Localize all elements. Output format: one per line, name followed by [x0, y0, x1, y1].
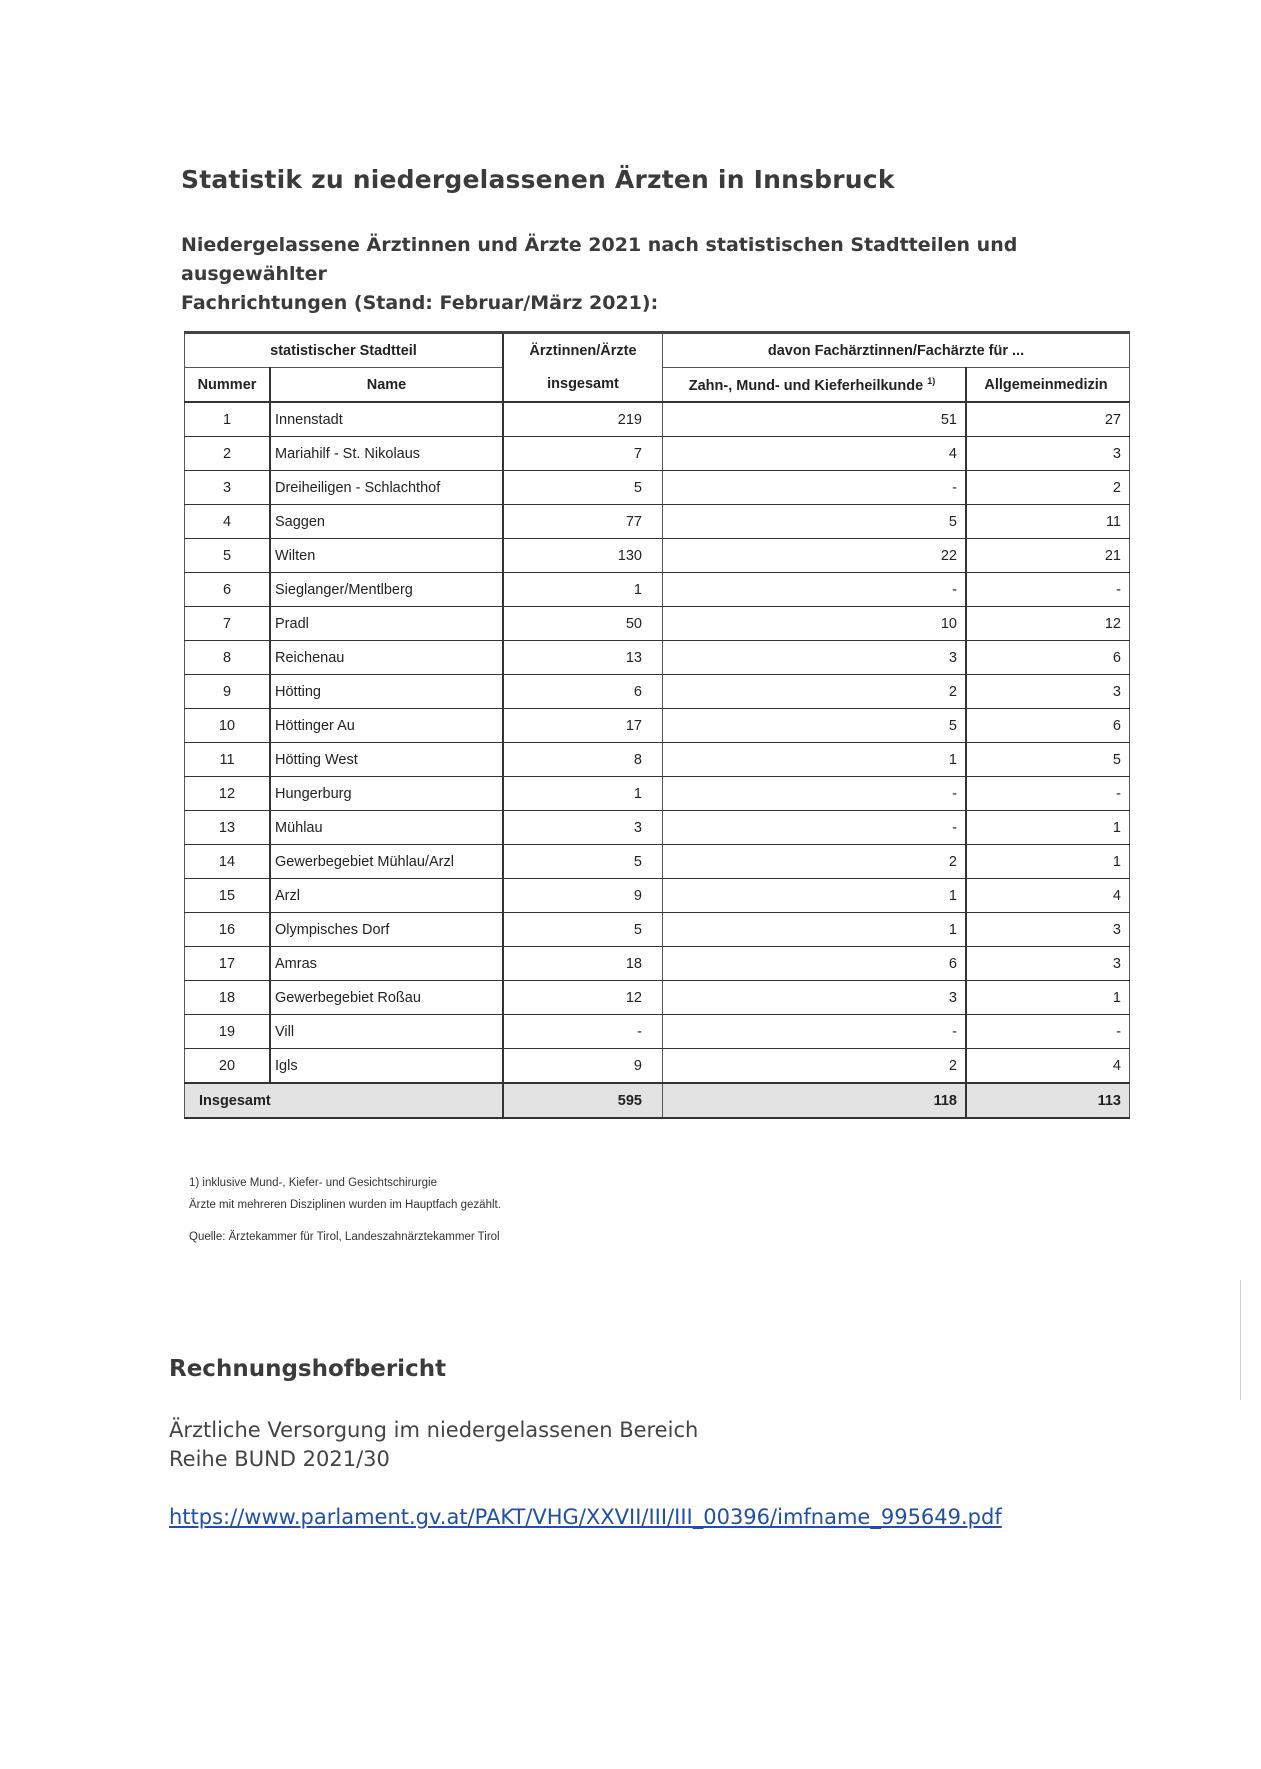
row-allgemein: 21	[966, 539, 1130, 573]
row-name: Höttinger Au	[270, 709, 503, 743]
table-row	[185, 675, 1130, 709]
row-name: Gewerbegebiet Roßau	[270, 981, 503, 1015]
row-zahn: 5	[663, 709, 967, 743]
row-name: Amras	[270, 947, 503, 981]
row-total: 12	[503, 981, 663, 1015]
row-number: 7	[185, 607, 271, 641]
row-total: 6	[503, 675, 663, 709]
row-number: 8	[185, 641, 271, 675]
row-name: Reichenau	[270, 641, 503, 675]
row-name: Innenstadt	[270, 402, 503, 437]
table-row	[185, 879, 1130, 913]
row-number: 9	[185, 675, 271, 709]
row-zahn: 3	[663, 641, 967, 675]
header-zahn-footnote: 1)	[927, 375, 936, 386]
row-number: 5	[185, 539, 271, 573]
row-zahn: 4	[663, 437, 967, 471]
row-total: 9	[503, 1049, 663, 1084]
table-row	[185, 913, 1130, 947]
row-allgemein: 12	[966, 607, 1130, 641]
total-allgemein: 113	[966, 1083, 1130, 1118]
row-zahn: 2	[663, 845, 967, 879]
row-zahn: -	[663, 777, 967, 811]
total-label: Insgesamt	[185, 1083, 504, 1118]
row-name: Gewerbegebiet Mühlau/Arzl	[270, 845, 503, 879]
row-total: 5	[503, 471, 663, 505]
row-total: 8	[503, 743, 663, 777]
row-number: 10	[185, 709, 271, 743]
page-title: Statistik zu niedergelassenen Ärzten in Innsbruck	[181, 165, 895, 194]
table-row	[185, 981, 1130, 1015]
row-name: Hungerburg	[270, 777, 503, 811]
row-allgemein: 1	[966, 811, 1130, 845]
row-total: 77	[503, 505, 663, 539]
row-name: Pradl	[270, 607, 503, 641]
row-number: 4	[185, 505, 271, 539]
row-allgemein: 6	[966, 709, 1130, 743]
row-zahn: 10	[663, 607, 967, 641]
subtitle-line-2: Fachrichtungen (Stand: Februar/März 2021):	[181, 292, 659, 314]
table-row	[185, 1049, 1130, 1084]
header-zahn-label: Zahn-, Mund- und Kieferheilkunde	[688, 377, 924, 394]
row-name: Hötting West	[270, 743, 503, 777]
row-number: 20	[185, 1049, 271, 1084]
row-zahn: 22	[663, 539, 967, 573]
table-row	[185, 539, 1130, 573]
row-name: Dreiheiligen - Schlachthof	[270, 471, 503, 505]
row-number: 11	[185, 743, 271, 777]
header-allgemein: Allgemeinmedizin	[966, 368, 1130, 403]
row-allgemein: 3	[966, 913, 1130, 947]
header-aerzte-bottom: insgesamt	[503, 368, 663, 403]
row-zahn: 3	[663, 981, 967, 1015]
row-zahn: 51	[663, 402, 967, 437]
row-name: Wilten	[270, 539, 503, 573]
report-link[interactable]: https://www.parlament.gv.at/PAKT/VHG/XXVII/III/III_00396/imfname_995649.pdf	[169, 1505, 1002, 1529]
row-total: 219	[503, 402, 663, 437]
row-allgemein: -	[966, 573, 1130, 607]
row-total: 13	[503, 641, 663, 675]
row-allgemein: 5	[966, 743, 1130, 777]
row-number: 2	[185, 437, 271, 471]
table-row	[185, 777, 1130, 811]
row-allgemein: 1	[966, 845, 1130, 879]
row-name: Saggen	[270, 505, 503, 539]
row-total: 3	[503, 811, 663, 845]
row-total: 9	[503, 879, 663, 913]
row-total: 7	[503, 437, 663, 471]
table-header-row-1	[185, 333, 1130, 368]
row-zahn: 1	[663, 879, 967, 913]
row-number: 12	[185, 777, 271, 811]
total-value: 595	[503, 1083, 663, 1118]
row-total: 130	[503, 539, 663, 573]
source-note: Quelle: Ärztekammer für Tirol, Landeszahnärztekammer Tirol	[189, 1231, 500, 1243]
row-allgemein: 1	[966, 981, 1130, 1015]
row-allgemein: 27	[966, 402, 1130, 437]
footnote-1: 1) inklusive Mund-, Kiefer- und Gesichtschirurgie	[189, 1177, 437, 1189]
row-allgemein: 4	[966, 1049, 1130, 1084]
row-name: Arzl	[270, 879, 503, 913]
table-row	[185, 402, 1130, 437]
table-row	[185, 607, 1130, 641]
header-zahn	[663, 368, 967, 403]
table-row	[185, 505, 1130, 539]
row-total: 5	[503, 913, 663, 947]
table-row	[185, 811, 1130, 845]
table-row	[185, 947, 1130, 981]
row-allgemein: 11	[966, 505, 1130, 539]
row-number: 3	[185, 471, 271, 505]
row-number: 19	[185, 1015, 271, 1049]
row-name: Hötting	[270, 675, 503, 709]
row-name: Mühlau	[270, 811, 503, 845]
subtitle-line-1: Niedergelassene Ärztinnen und Ärzte 2021 nach statistischen Stadtteilen und ausgewählter	[181, 234, 1018, 285]
row-number: 17	[185, 947, 271, 981]
footnote-2: Ärzte mit mehreren Disziplinen wurden im Hauptfach gezählt.	[189, 1199, 501, 1211]
row-allgemein: 2	[966, 471, 1130, 505]
doctors-table	[184, 331, 1130, 1119]
row-total: 18	[503, 947, 663, 981]
row-number: 14	[185, 845, 271, 879]
row-zahn: 1	[663, 743, 967, 777]
row-allgemein: 6	[966, 641, 1130, 675]
row-allgemein: -	[966, 1015, 1130, 1049]
table-row	[185, 641, 1130, 675]
table-row	[185, 573, 1130, 607]
row-name: Igls	[270, 1049, 503, 1084]
row-allgemein: 3	[966, 437, 1130, 471]
row-number: 1	[185, 402, 271, 437]
row-allgemein: -	[966, 777, 1130, 811]
row-allgemein: 3	[966, 675, 1130, 709]
row-zahn: 2	[663, 1049, 967, 1084]
table-row	[185, 709, 1130, 743]
row-zahn: -	[663, 471, 967, 505]
table-row	[185, 845, 1130, 879]
header-davon: davon Fachärztinnen/Fachärzte für ...	[663, 333, 1130, 368]
row-name: Olympisches Dorf	[270, 913, 503, 947]
report-description	[169, 1416, 698, 1474]
table-body	[185, 402, 1130, 1083]
row-zahn: -	[663, 1015, 967, 1049]
row-name: Sieglanger/Mentlberg	[270, 573, 503, 607]
table-header-row-2	[185, 368, 1130, 403]
row-allgemein: 4	[966, 879, 1130, 913]
row-total: 1	[503, 573, 663, 607]
row-name: Mariahilf - St. Nikolaus	[270, 437, 503, 471]
row-zahn: -	[663, 811, 967, 845]
table-row	[185, 437, 1130, 471]
report-line-1: Ärztliche Versorgung im niedergelassenen Bereich	[169, 1418, 699, 1442]
header-nummer: Nummer	[185, 368, 271, 403]
row-number: 18	[185, 981, 271, 1015]
row-total: 1	[503, 777, 663, 811]
total-zahn: 118	[663, 1083, 967, 1118]
row-total: 50	[503, 607, 663, 641]
row-zahn: -	[663, 573, 967, 607]
row-number: 16	[185, 913, 271, 947]
table-row	[185, 471, 1130, 505]
row-zahn: 5	[663, 505, 967, 539]
row-total: 17	[503, 709, 663, 743]
row-allgemein: 3	[966, 947, 1130, 981]
row-zahn: 2	[663, 675, 967, 709]
report-line-2: Reihe BUND 2021/30	[169, 1447, 390, 1471]
table-row	[185, 743, 1130, 777]
row-name: Vill	[270, 1015, 503, 1049]
header-name: Name	[270, 368, 503, 403]
header-aerzte-top: Ärztinnen/Ärzte	[503, 333, 663, 368]
row-number: 13	[185, 811, 271, 845]
footnotes	[189, 1172, 501, 1216]
row-total: -	[503, 1015, 663, 1049]
scan-edge-mark	[1240, 1280, 1241, 1400]
report-heading: Rechnungshofbericht	[169, 1356, 447, 1382]
row-number: 6	[185, 573, 271, 607]
table-row	[185, 1015, 1130, 1049]
table-total-row	[185, 1083, 1130, 1118]
row-number: 15	[185, 879, 271, 913]
header-stadtteil: statistischer Stadtteil	[185, 333, 504, 368]
page-subtitle	[181, 231, 1141, 318]
row-zahn: 6	[663, 947, 967, 981]
row-zahn: 1	[663, 913, 967, 947]
row-total: 5	[503, 845, 663, 879]
